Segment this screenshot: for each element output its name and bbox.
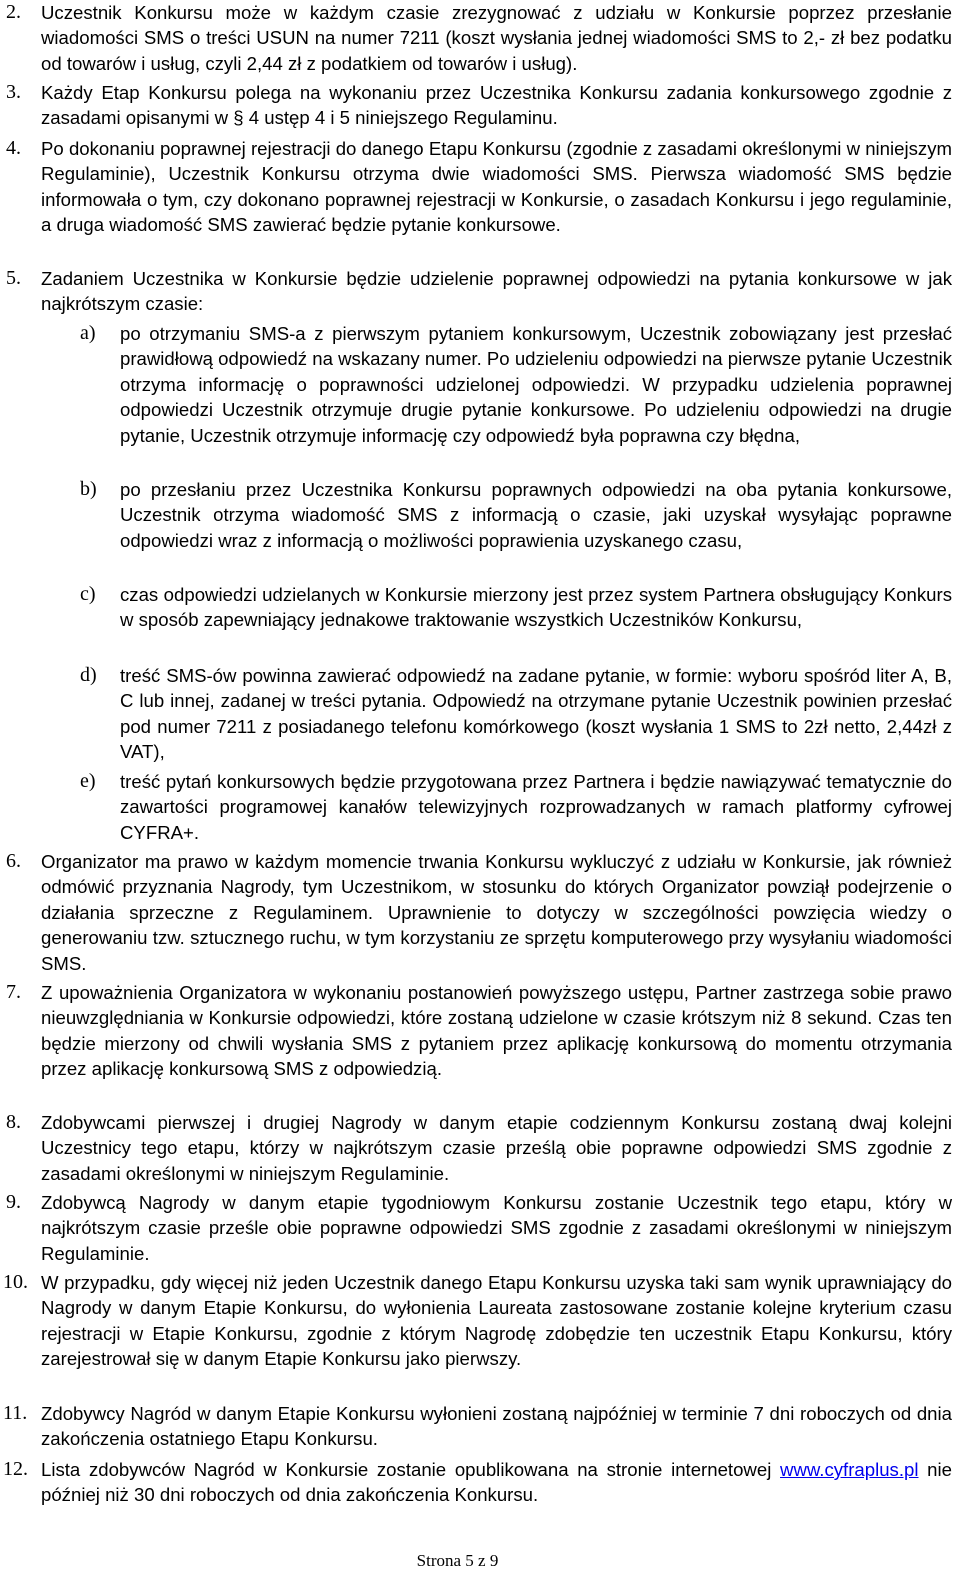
paragraph-item-3: Każdy Etap Konkursu polega na wykonaniu przez Uczestnika Konkursu zadania konkursowego zgodnie z zasadami opisanymi w § 4 ustęp 4 i 5 niniejszego Regulaminu. bbox=[41, 82, 952, 129]
paragraph-item-11: Zdobywcy Nagród w danym Etapie Konkursu wyłonieni zostaną najpóźniej w terminie 7 dni roboczych od dnia zakończenia ostatniego Etapu Konkursu. bbox=[41, 1403, 952, 1450]
paragraph-item-8: Zdobywcami pierwszej i drugiej Nagrody w danym etapie codziennym Konkursu zostaną dwaj kolejni Uczestnicy tego etapu, którzy w najkrótszym czasie prześlą obie poprawne odpowiedzi SMS zgodnie z zasadami określonymi w niniejszym Regulaminie. bbox=[41, 1112, 952, 1184]
item-number: 7. bbox=[6, 981, 21, 1003]
paragraph-item-9: Zdobywcą Nagrody w danym etapie tygodniowym Konkursu zostanie Uczestnik tego etapu, który w najkrótszym czasie prześle obie poprawne odpowiedzi SMS zgodnie z zasadami określonymi w niniejszym Regulaminie. bbox=[41, 1192, 952, 1264]
paragraph-text: nie później niż 30 dni roboczych od dnia zakończenia Konkursu. bbox=[41, 1459, 952, 1506]
subitem-a: po otrzymaniu SMS-a z pierwszym pytaniem konkursowym, Uczestnik zobowiązany jest przesłać prawidłową odpowiedź na wskazany numer. Po udzieleniu odpowiedzi na pierwsze pytanie Uczestnik otrzyma informację o poprawności udzielonej odpowiedzi. W przypadku udzielenia poprawnej odpowiedzi Uczestnik otrzymuje drugie pytanie konkursowe. Po udzieleniu odpowiedzi na drugie pytanie, Uczestnik otrzymuje informację czy odpowiedź była poprawna czy błędna, bbox=[120, 323, 953, 446]
paragraph-item-12 bbox=[41, 1457, 952, 1508]
paragraph-item-4: Po dokonaniu poprawnej rejestracji do danego Etapu Konkursu (zgodnie z zasadami określonymi w niniejszym Regulaminie), Uczestnik Konkursu otrzyma dwie wiadomości SMS. Pierwsza wiadomość SMS będzie informowała o tym, czy dokonano poprawnej rejestracji w Konkursie, o zasadach Konkursu i jego regulaminie, a druga wiadomość SMS zawierać będzie pytanie konkursowe. bbox=[41, 138, 952, 236]
website-link[interactable]: www.cyfraplus.pl bbox=[780, 1459, 919, 1480]
item-number: 10. bbox=[3, 1271, 28, 1293]
subitem-letter: e) bbox=[80, 770, 96, 792]
subitem-d: treść SMS-ów powinna zawierać odpowiedź na zadane pytanie, w formie: wyboru spośród liter A, B, C lub innej, zadanej w treści pytania. Odpowiedź na otrzymane pytanie Uczestnik powinien przesłać pod numer 7211 z posiadanego telefonu komórkowego (koszt wysłania 1 SMS to 2zł netto, 2,44zł z VAT), bbox=[120, 665, 952, 763]
paragraph-item-10: W przypadku, gdy więcej niż jeden Uczestnik danego Etapu Konkursu uzyska taki sam wynik uprawniający do Nagrody w danym Etapie Konkursu, do wyłonienia Laureata zastosowane zostanie kolejne kryterium czasu rejestracji w Etapie Konkursu, zgodnie z którym Nagrodę zdobędzie ten uczestnik Etapu Konkursu, który zarejestrował się w danym Etapie Konkursu jako pierwszy. bbox=[41, 1272, 952, 1370]
paragraph-item-5: Zadaniem Uczestnika w Konkursie będzie udzielenie poprawnej odpowiedzi na pytania konkursowe w jak najkrótszym czasie: bbox=[41, 268, 952, 315]
item-number: 4. bbox=[6, 137, 21, 159]
item-number: 3. bbox=[6, 81, 21, 103]
item-number: 8. bbox=[6, 1111, 21, 1133]
subitem-c: czas odpowiedzi udzielanych w Konkursie mierzony jest przez system Partnera obsługujący Konkurs w sposób zapewniający jednakowe traktowanie wszystkich Uczestników Konkursu, bbox=[120, 584, 952, 631]
paragraph-text: Lista zdobywców Nagród w Konkursie zostanie opublikowana na stronie internetowej bbox=[41, 1459, 772, 1480]
subitem-letter: a) bbox=[80, 322, 96, 344]
subitem-letter: d) bbox=[80, 664, 97, 686]
item-number: 12. bbox=[3, 1458, 28, 1480]
item-number: 6. bbox=[6, 850, 21, 872]
subitem-b: po przesłaniu przez Uczestnika Konkursu poprawnych odpowiedzi na oba pytania konkursowe, Uczestnik otrzyma wiadomość SMS z informacją o czasie, jaki uzyskał wysyłając poprawne odpowiedzi wraz z informacją o możliwości poprawienia uzyskanego czasu, bbox=[120, 479, 952, 551]
paragraph-item-6: Organizator ma prawo w każdym momencie trwania Konkursu wykluczyć z udziału w Konkursie, jak również odmówić przyznania Nagrody, tym Uczestnikom, w stosunku do których Organizator powziął podejrzenie o działania sprzeczne z Regulaminem. Uprawnienie to dotyczy w szczególności powzięcia wiedzy o generowaniu tzw. sztucznego ruchu, w tym korzystaniu ze sprzętu komputerowego przy wysyłaniu wiadomości SMS. bbox=[41, 851, 952, 974]
subitem-e: treść pytań konkursowych będzie przygotowana przez Partnera i będzie nawiązywać tematycznie do zawartości programowej kanałów telewizyjnych rozprowadzanych w ramach platformy cyfrowej CYFRA+. bbox=[120, 771, 952, 843]
item-number: 9. bbox=[6, 1191, 21, 1213]
subitem-letter: c) bbox=[80, 583, 96, 605]
item-number: 2. bbox=[6, 1, 21, 23]
subitem-letter: b) bbox=[80, 478, 97, 500]
paragraph-item-2: Uczestnik Konkursu może w każdym czasie zrezygnować z udziału w Konkursie poprzez przesłanie wiadomości SMS o treści USUN na numer 7211 (koszt wysłania jednej wiadomości SMS to 2,- zł bez podatku od towarów i usług, czyli 2,44 zł z podatkiem od towarów i usług). bbox=[41, 2, 952, 74]
item-number: 5. bbox=[6, 267, 21, 289]
paragraph-item-7: Z upoważnienia Organizatora w wykonaniu postanowień powyższego ustępu, Partner zastrzega sobie prawo nieuwzględniania w Konkursie odpowiedzi, które zostaną udzielone w czasie krótszym niż 8 sekund. Czas ten będzie mierzony od chwili wysłania SMS z pytaniem przez aplikację konkursową do momentu otrzymania przez aplikację konkursową SMS z odpowiedzią. bbox=[41, 982, 952, 1080]
item-number: 11. bbox=[3, 1402, 28, 1424]
page-number-footer: Strona 5 z 9 bbox=[416, 1551, 499, 1570]
